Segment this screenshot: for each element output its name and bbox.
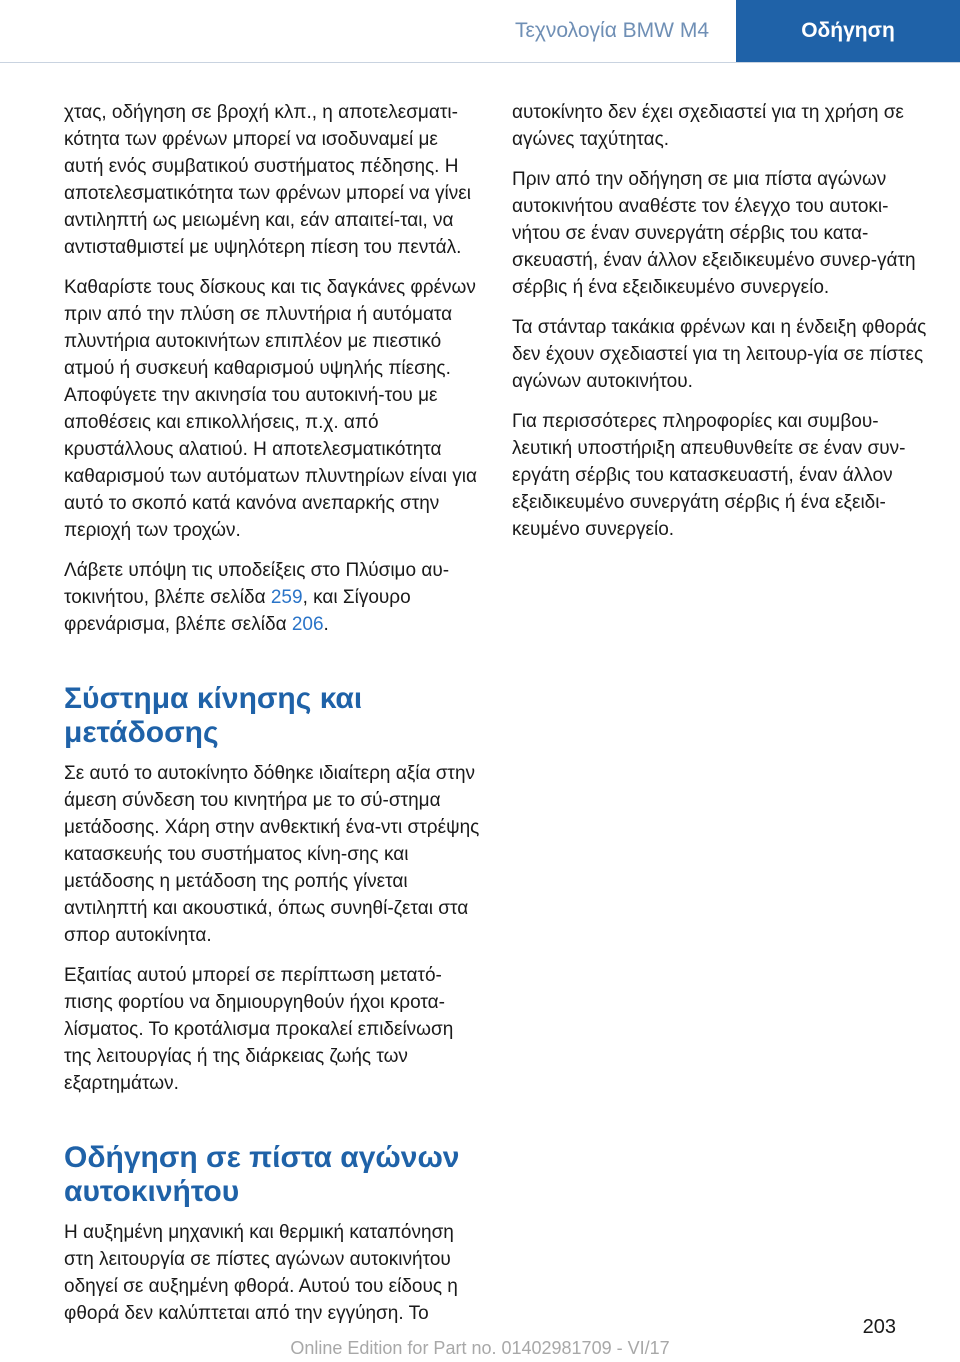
paragraph: χτας, οδήγηση σε βροχή κλπ., η αποτελεσματι-κότητα των φρένων μπορεί να ισοδυναμεί με αυτή ενός συμβατικού συστήματος πέδησης. Η αποτελεσματικότητα των φρένων μπορεί να γίνει αντιληπτή ως μειωμένη και, εάν απαιτεί-ται, να αντισταθμιστεί με υψηλότερη πίεση του πεντάλ. [64,102,471,258]
paragraph: Η αυξημένη μηχανική και θερμική καταπόνηση στη λειτουργία σε πίστες αγώνων αυτοκινήτου οδηγεί σε αυξημένη φθορά. Αυτού του είδους η φθορά δεν καλύπτεται από την εγγύηση. Το [64,1222,458,1324]
header-divider [0,62,960,63]
section-tab: Οδήγηση [736,0,960,62]
paragraph-with-references [64,557,480,638]
text: , και Σίγουρο φρενάρισμα, βλέπε σελίδα [64,587,411,635]
page-link-259[interactable]: 259 [270,587,303,608]
left-column [64,99,480,1340]
footer-edition: Online Edition for Part no. 01402981709 - VI/17 [290,1338,670,1358]
paragraph: Τα στάνταρ τακάκια φρένων και η ένδειξη φθοράς δεν έχουν σχεδιαστεί για τη λειτουρ-γία σε πίστες αγώνων αυτοκινήτου. [512,317,927,392]
paragraph: Πριν από την οδήγηση σε μια πίστα αγώνων αυτοκινήτου αναθέστε τον έλεγχο του αυτοκι-νήτου σε έναν συνεργάτη σέρβις του κατα-σκευαστή, έναν άλλον εξειδικευμένο συνερ-γάτη σέρβις ή ένα εξειδικευμένο συνεργείο. [512,169,916,298]
section-heading-drivetrain: Σύστημα κίνησης και μετάδοσης [64,682,363,749]
section-heading-race-track: Οδήγηση σε πίστα αγώνων αυτοκινήτου [64,1141,460,1208]
paragraph: Για περισσότερες πληροφορίες και συμβου-λευτική υποστήριξη απευθυνθείτε σε έναν συν-εργάτη σέρβις του κατασκευαστή, έναν άλλον εξειδικευμένο συνεργάτη σέρβις ή ένα εξειδι-κευμένο συνεργείο. [512,411,906,540]
paragraph: Εξαιτίας αυτού μπορεί σε περίπτωση μετατό-πισης φορτίου να δημιουργηθούν ήχοι κροτα-λίσματος. Το κροτάλισμα προκαλεί επιδείνωση της λειτουργίας ή της διάρκειας ζωής των εξαρτημάτων. [64,965,454,1094]
text: . [323,614,329,635]
page-header [0,0,960,62]
paragraph: Καθαρίστε τους δίσκους και τις δαγκάνες φρένων πριν από την πλύση σε πλυντήρια ή αυτόματα πλυντήρια αυτοκινήτων επιπλέον με πιεστικό ατμού ή συσκευή καθαρισμού υψηλής πίεσης. Αποφύγετε την ακινησία του αυτοκινή-του με αποθέσεις και επικολλήσεις, π.χ. από κρυστάλλους αλατιού. Η αποτελεσματικότητα καθαρισμού των αυτόματων πλυντηρίων είναι για αυτό το σκοπό κατά κανόνα ανεπαρκής στην περιοχή των τροχών. [64,277,477,541]
text: Λάβετε υπόψη τις υποδείξεις στο Πλύσιμο αυ-τοκινήτου, βλέπε σελίδα [64,560,450,608]
paragraph: Σε αυτό το αυτοκίνητο δόθηκε ιδιαίτερη αξία στην άμεση σύνδεση του κινητήρα με το σύ-στημα μετάδοσης. Χάρη στην ανθεκτική ένα-ντι στρέψης κατασκευής του συστήματος κίνη-σης και μετάδοσης η μετάδοση της ροπής γίνεται αντιληπτή και ακουστικά, όπως συνηθί-ζεται στα σπορ αυτοκίνητα. [64,763,480,946]
chapter-title: Τεχνολογία BMW M4 [514,19,709,42]
right-column [512,99,928,556]
paragraph: αυτοκίνητο δεν έχει σχεδιαστεί για τη χρήση σε αγώνες ταχύτητας. [512,102,904,150]
page-number: 203 [862,1316,896,1338]
page-link-206[interactable]: 206 [291,614,324,635]
